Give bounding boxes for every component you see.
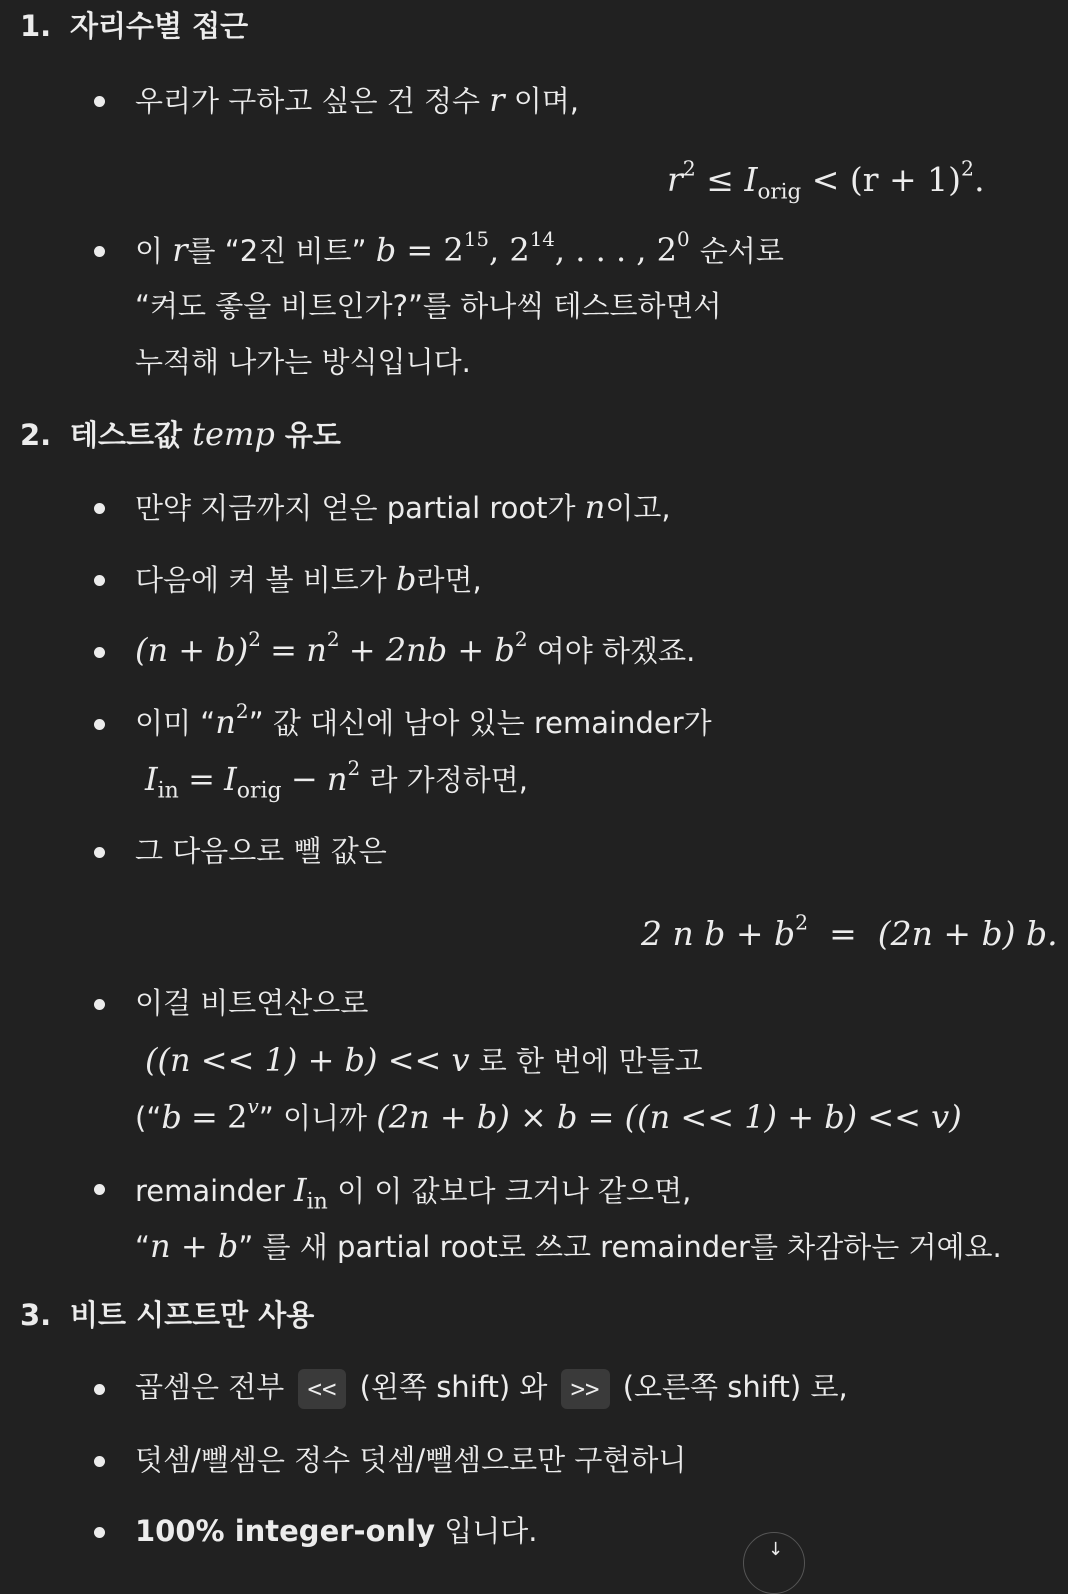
bullet-dot (94, 1456, 105, 1467)
math-var: r (172, 231, 188, 269)
text: 라 가정하면, (369, 763, 528, 797)
math-expr: (2n + b) b. (877, 914, 1058, 953)
bullet-dot (94, 1527, 105, 1538)
operator: = (406, 231, 434, 269)
math-var: I (293, 1171, 307, 1209)
bullet-dot (94, 999, 105, 1010)
math-expr: ((n << 1) + b) << v (145, 1041, 470, 1079)
math-var: temp (192, 415, 275, 453)
list-item: 덧셈/뺄셈은 정수 덧셈/뺄셈으로만 구현하니 (135, 1443, 687, 1477)
math-var: b (396, 560, 417, 598)
section-title: 자리수별 접근 (70, 9, 249, 43)
list-item: 이걸 비트연산으로 (135, 986, 369, 1020)
section-1-heading (20, 6, 248, 46)
text: ” 이니까 (258, 1101, 368, 1135)
exponent: 2 (961, 156, 975, 181)
text: 라면, (416, 563, 482, 597)
exponent: 0 (677, 228, 690, 252)
exponent: 2 (514, 627, 528, 651)
math-expr: 2 n b + b (641, 914, 796, 953)
text: 이미 “ (135, 706, 216, 740)
text: (왼쪽 shift) 와 (359, 1370, 548, 1404)
list-item (135, 628, 695, 672)
arrow-down-icon: ↓ (768, 1539, 784, 1560)
exponent: 15 (463, 228, 489, 252)
subscript: orig (236, 778, 282, 804)
operator: ≤ (706, 160, 734, 199)
list-item (135, 699, 712, 743)
math-var: I (224, 760, 237, 798)
text: 이며, (513, 84, 580, 118)
display-equation (641, 912, 1058, 956)
text: “ (135, 1230, 151, 1264)
text: ” 값 대신에 남아 있는 remainder가 (248, 706, 712, 740)
subscript: in (157, 778, 179, 804)
subscript: in (306, 1189, 328, 1215)
list-item-continuation (145, 756, 528, 804)
section-number: 2. (20, 418, 52, 452)
math-num: 2 (443, 231, 464, 269)
list-item-continuation: 누적해 나가는 방식입니다. (135, 345, 471, 379)
inline-code: >> (561, 1369, 610, 1409)
bold-text: 100% integer-only (135, 1514, 435, 1548)
bullet-dot (94, 1184, 105, 1195)
math-var: n (326, 760, 348, 798)
text: ” 를 새 partial root로 쓰고 remainder를 차감하는 거예요. (238, 1230, 1002, 1264)
math-var: I (744, 160, 758, 199)
text: 이고, (605, 491, 671, 525)
section-2-heading (20, 414, 341, 455)
text: 우리가 구하고 싶은 건 정수 (135, 84, 481, 118)
text: 순서로 (699, 234, 784, 268)
list-item (135, 487, 671, 528)
scroll-down-button[interactable] (743, 1532, 805, 1594)
list-item (135, 559, 482, 600)
operator: = (191, 1098, 218, 1136)
section-title: 유도 (284, 418, 341, 452)
section-number: 1. (20, 9, 52, 43)
section-number: 3. (20, 1298, 52, 1332)
list-item (135, 1367, 848, 1409)
text: 이 (135, 234, 164, 268)
text: (오른쪽 shift) 로, (622, 1370, 848, 1404)
math-var: b (161, 1098, 182, 1136)
list-item-continuation (135, 1224, 1002, 1268)
operator: − (290, 760, 318, 798)
math-num: 2 (227, 1098, 248, 1136)
operator: < (811, 160, 840, 199)
display-equation (667, 156, 985, 205)
section-title: 테스트값 (70, 418, 183, 452)
subscript: orig (757, 179, 802, 205)
exponent: 2 (235, 699, 249, 723)
text: 로 한 번에 만들고 (478, 1044, 703, 1078)
bullet-dot (94, 503, 105, 514)
text: 이 이 값보다 크거나 같으면, (337, 1174, 692, 1208)
exponent: 14 (529, 228, 555, 252)
text: 를 “2진 비트” (187, 234, 367, 268)
math-expr: + 2nb + b (348, 631, 515, 669)
math-var: I (145, 760, 158, 798)
math-num: 2 (509, 231, 530, 269)
text: remainder (135, 1174, 285, 1208)
punct: . (974, 160, 985, 199)
list-item (135, 80, 579, 121)
math-expr: n + b (150, 1227, 239, 1265)
inline-code: << (298, 1369, 347, 1409)
exponent: 2 (326, 627, 340, 651)
math-var: n (584, 488, 606, 526)
math-var: n (215, 703, 236, 741)
text: (“ (135, 1101, 162, 1135)
bullet-dot (94, 575, 105, 586)
math-var: r (667, 160, 683, 199)
exponent: 2 (248, 627, 261, 651)
text: 곱셈은 전부 (135, 1370, 285, 1404)
bullet-dot (94, 1384, 105, 1395)
exponent: 2 (795, 910, 809, 935)
text: 입니다. (444, 1514, 538, 1548)
math-expr: (n + b) (135, 631, 249, 669)
bullet-dot (94, 246, 105, 257)
bullet-dot (94, 96, 105, 107)
list-item (135, 1511, 537, 1551)
math-num: 2 (656, 231, 677, 269)
bullet-dot (94, 847, 105, 858)
exponent: 2 (682, 156, 696, 181)
section-title: 비트 시프트만 사용 (70, 1298, 315, 1332)
text: 만약 지금까지 얻은 partial root가 (135, 491, 576, 525)
math-expr: (r + 1) (849, 160, 962, 199)
list-item-continuation: “켜도 좋을 비트인가?”를 하나씩 테스트하면서 (135, 289, 722, 323)
list-item: 이 r를 “2진 비트” $b = 2^{15}$, $2^{14}$, . . . , $2^0$ 순서로 (135, 228, 784, 269)
section-3-heading (20, 1295, 314, 1335)
bullet-dot (94, 647, 105, 658)
ellipsis: , . . . , (554, 231, 647, 269)
list-item: 그 다음으로 뺄 값은 (135, 834, 387, 868)
math-expr: (2n + b) × b = ((n << 1) + b) << v) (376, 1098, 962, 1136)
operator: = (188, 760, 215, 798)
exponent: v (247, 1094, 259, 1118)
bullet-dot (94, 719, 105, 730)
math-var: n (306, 631, 327, 669)
list-item-continuation (135, 1095, 962, 1139)
list-item (135, 1168, 692, 1215)
text: 다음에 켜 볼 비트가 (135, 563, 387, 597)
text: 여야 하겠죠. (536, 634, 696, 668)
math-var: b (375, 231, 397, 269)
operator: = (270, 631, 297, 669)
operator: = (829, 914, 857, 953)
exponent: 2 (347, 756, 361, 780)
math-var: r (489, 81, 505, 119)
list-item-continuation (145, 1038, 703, 1082)
